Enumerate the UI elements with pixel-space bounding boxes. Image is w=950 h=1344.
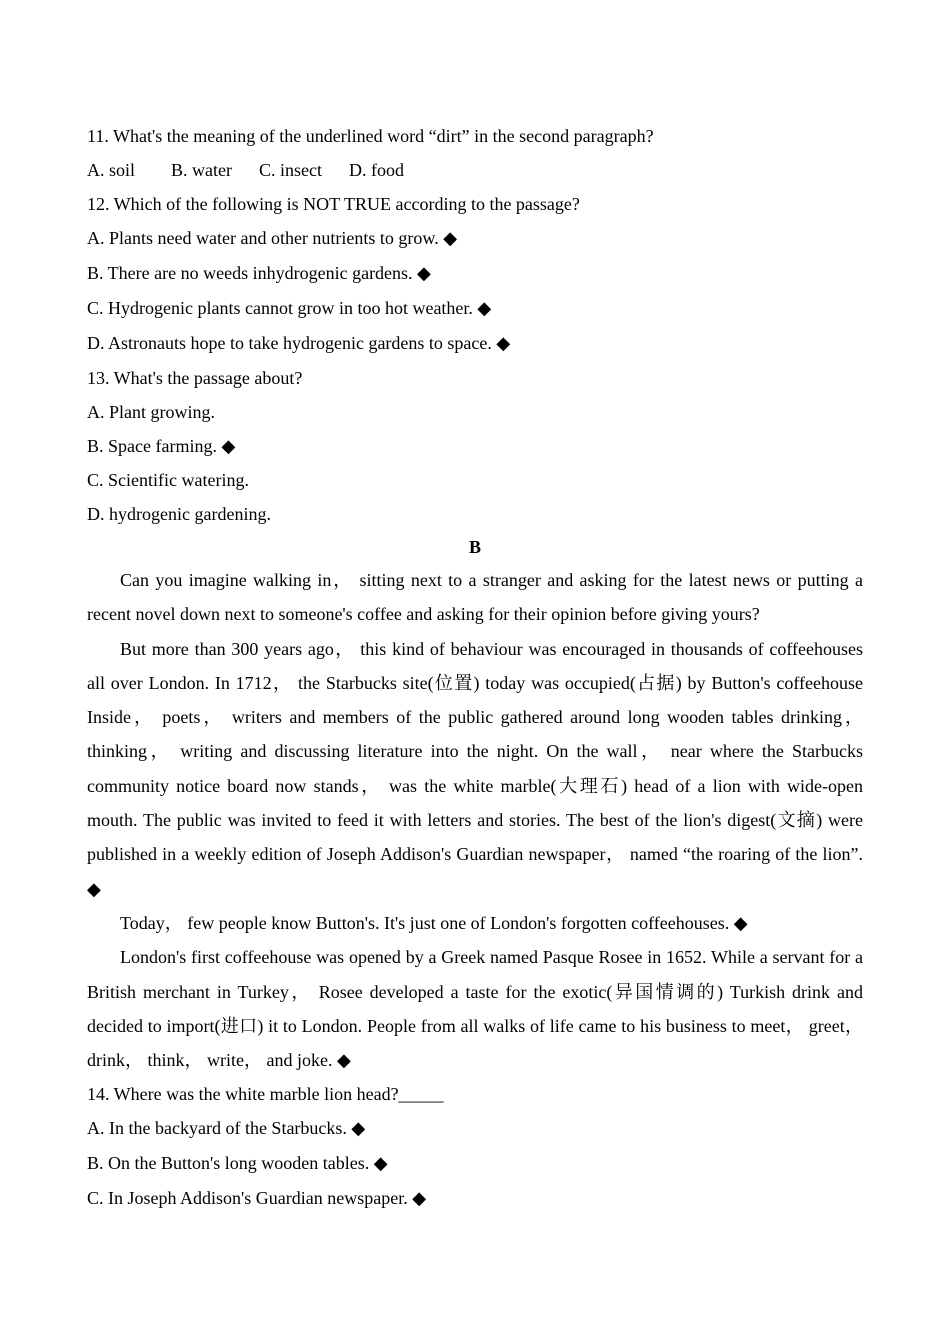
section-title: B <box>468 537 481 557</box>
question-13-option-c: C. Scientific watering. <box>87 470 249 490</box>
question-14: 14. Where was the white marble lion head?_____ <box>87 1084 444 1105</box>
question-11: 11. What's the meaning of the underlined word “dirt” in the second paragraph? <box>87 126 654 146</box>
question-12-option-a: A. Plants need water and other nutrients to grow. ◆ <box>87 228 458 248</box>
question-13-option-a: A. Plant growing. <box>87 402 215 422</box>
question-13-option-d: D. hydrogenic gardening. <box>87 504 271 524</box>
question-14-option-a: A. In the backyard of the Starbucks. ◆ <box>87 1118 366 1139</box>
question-13: 13. What's the passage about? <box>87 368 303 388</box>
question-13-option-b: B. Space farming. ◆ <box>87 436 236 456</box>
question-14-option-b: B. On the Button's long wooden tables. ◆ <box>87 1153 388 1174</box>
question-14-option-c: C. In Joseph Addison's Guardian newspaper. ◆ <box>87 1188 427 1209</box>
passage-paragraph-1: Can you imagine walking in， sitting next to a stranger and asking for the latest news or putting a recent novel down next to someone's coffee and asking for their opinion before giving yours? <box>87 570 863 625</box>
question-12-option-d: D. Astronauts hope to take hydrogenic gardens to space. ◆ <box>87 333 511 353</box>
passage-paragraph-4: London's first coffeehouse was opened by a Greek named Pasque Rosee in 1652. While a servant for a British merchant in Turkey， Rosee developed a taste for the exotic(异国情调的) Turkish drink and decided to import(进口) it to London. People from all walks of life came to his business to meet， greet， drink， think， write， and joke. ◆ <box>87 947 863 1071</box>
question-12-option-c: C. Hydrogenic plants cannot grow in too hot weather. ◆ <box>87 298 492 318</box>
question-12-option-b: B. There are no weeds inhydrogenic gardens. ◆ <box>87 263 431 283</box>
passage-paragraph-3: Today， few people know Button's. It's just one of London's forgotten coffeehouses. ◆ <box>120 912 748 933</box>
question-11-options: A. soil B. water C. insect D. food <box>87 160 404 180</box>
document-page <box>87 119 863 1216</box>
question-12: 12. Which of the following is NOT TRUE according to the passage? <box>87 194 580 214</box>
passage-paragraph-2: But more than 300 years ago， this kind of behaviour was encouraged in thousands of coffeehouses all over London. In 1712， the Starbucks site(位置) today was occupied(占据) by Button's coffeehouse Inside， poets， writers and members of the public gathered around long wooden tables drinking， thinking， writing and discussing literature into the night. On the wall， near where the Starbucks community notice board now stands， was the white marble(大理石) head of a lion with wide-open mouth. The public was invited to feed it with letters and stories. The best of the lion's digest(文摘) were published in a weekly edition of Joseph Addison's Guardian newspaper， named “the roaring of the lion”. ◆ <box>87 638 863 899</box>
